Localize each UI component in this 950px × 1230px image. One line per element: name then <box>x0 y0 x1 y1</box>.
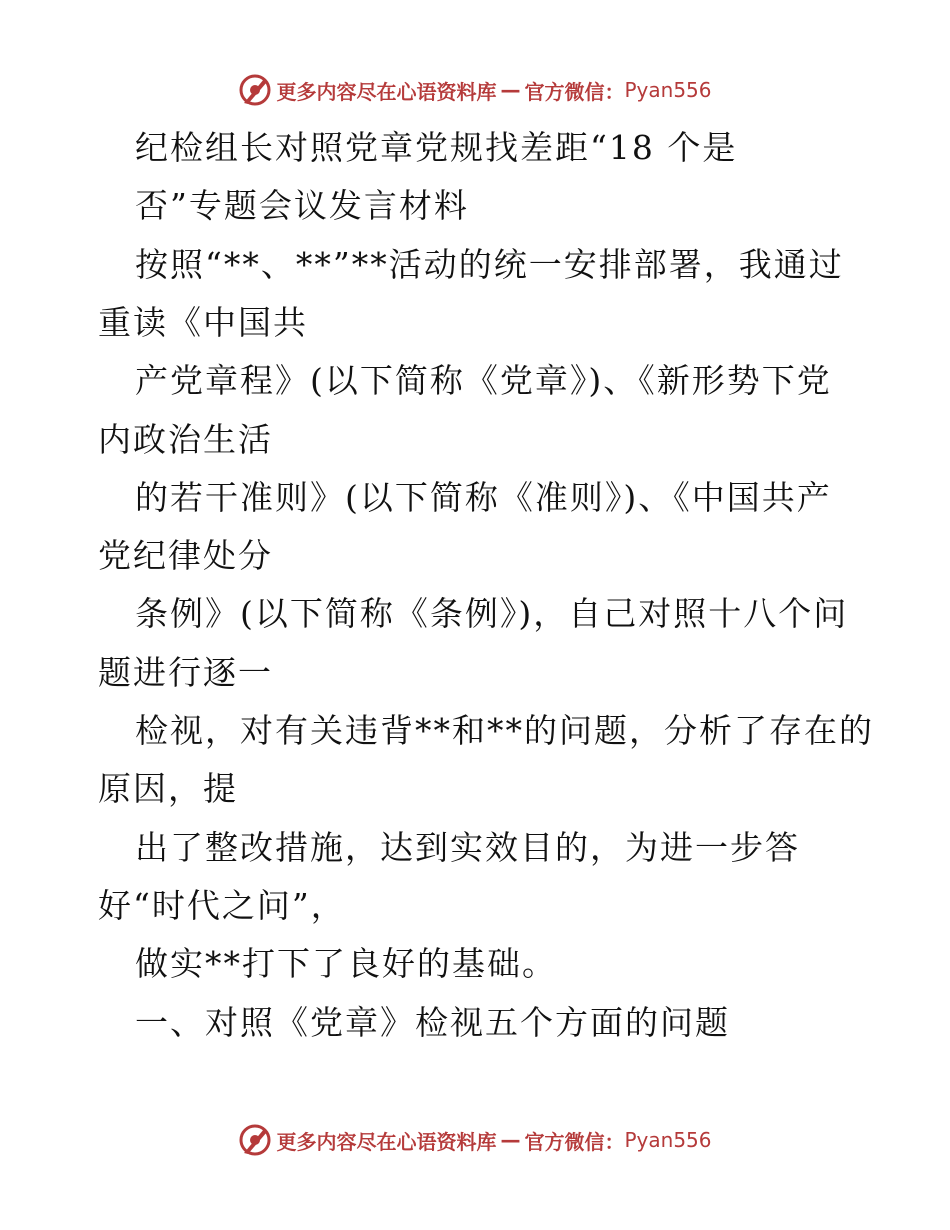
paragraph-line: 党纪律处分 <box>98 536 273 575</box>
watermark-separator: — <box>500 1128 521 1152</box>
paragraph-line: 题进行逐一 <box>98 653 273 692</box>
watermark-handle: Pyan556 <box>624 1128 712 1152</box>
paragraph-line: 条例》(以下简称《条例》)，自己对照十八个问 <box>135 594 849 633</box>
title-line-2: 否”专题会议发言材料 <box>135 186 469 225</box>
watermark-banner-bottom <box>0 1120 950 1160</box>
paragraph-line: 按照“**、**”**活动的统一安排部署，我通过 <box>135 245 844 284</box>
watermark-banner-top <box>0 70 950 110</box>
paragraph-line: 好“时代之问”， <box>98 886 346 925</box>
paragraph-line: 的若干准则》(以下简称《准则》)、《中国共产 <box>135 478 832 517</box>
watermark-text: 更多内容尽在心语资料库 <box>276 79 497 104</box>
paragraph-line: 出了整改措施，达到实效目的，为进一步答 <box>135 828 800 867</box>
paragraph-line: 做实**打下了良好的基础。 <box>135 944 557 983</box>
paragraph-line: 内政治生活 <box>98 420 273 459</box>
watermark-separator: — <box>500 78 521 102</box>
pen-logo-icon <box>238 1123 272 1157</box>
title-line-1: 纪检组长对照党章党规找差距“18 个是 <box>135 128 738 167</box>
paragraph-line: 原因，提 <box>98 769 238 808</box>
pen-logo-icon <box>238 73 272 107</box>
paragraph-line: 重读《中国共 <box>98 303 308 342</box>
watermark-text: 更多内容尽在心语资料库 <box>276 1129 497 1154</box>
section-heading: 一、对照《党章》检视五个方面的问题 <box>135 1003 730 1042</box>
watermark-contact-label: 官方微信： <box>524 1129 625 1154</box>
watermark-handle: Pyan556 <box>624 78 712 102</box>
paragraph-line: 产党章程》(以下简称《党章》)、《新形势下党 <box>135 361 832 400</box>
watermark-contact-label: 官方微信： <box>524 79 625 104</box>
paragraph-line: 检视，对有关违背**和**的问题，分析了存在的 <box>135 711 874 750</box>
